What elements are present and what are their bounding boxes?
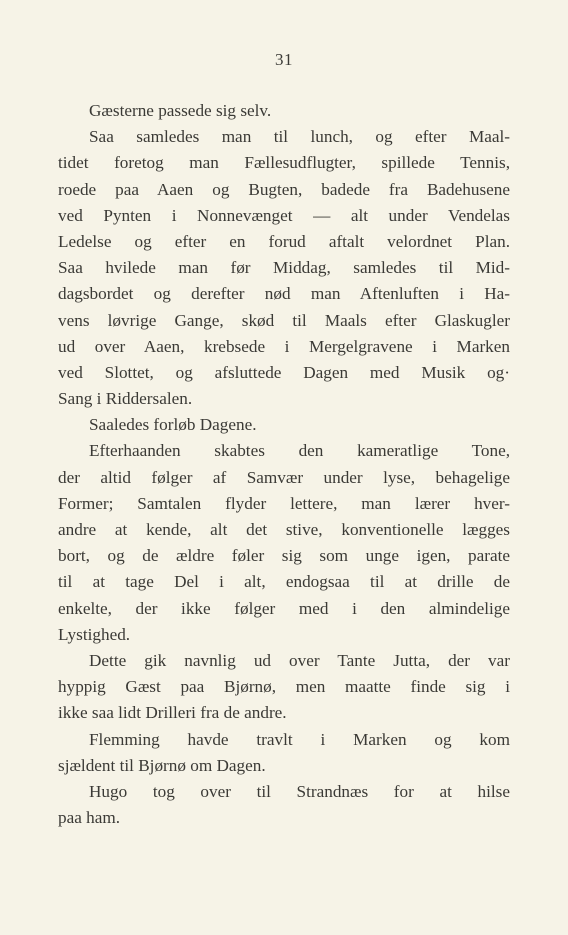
- text-line: roede paa Aaen og Bugten, badede fra Badehusene: [58, 179, 510, 199]
- text-line: Lystighed.: [58, 624, 131, 644]
- text-line: andre at kende, alt det stive, konventionelle lægges: [58, 520, 510, 539]
- text-line: dagsbordet og derefter nød man Aftenluften i Ha-: [58, 284, 510, 304]
- text-line: tidet foretog man Fællesudflugter, spillede Tennis,: [58, 153, 510, 173]
- text-line: der altid følger af Samvær under lyse, behagelige: [58, 467, 510, 487]
- page-number: 31: [275, 50, 293, 69]
- text-line: til at tage Del i alt, endogsaa til at drille de: [58, 572, 510, 592]
- text-line: ved Slottet, og afsluttede Dagen med Musik og·: [58, 362, 510, 382]
- text-line: Gæsterne passede sig selv.: [89, 101, 272, 120]
- text-line: Saa samledes man til lunch, og efter Maal-: [89, 127, 510, 147]
- text-line: Saaledes forløb Dagene.: [89, 415, 257, 435]
- text-line: hyppig Gæst paa Bjørnø, men maatte finde sig i: [58, 677, 510, 697]
- text-line: bort, og de ældre føler sig som unge igen, parate: [58, 546, 510, 566]
- text-line: sjældent til Bjørnø om Dagen.: [58, 755, 266, 775]
- text-line: vens løvrige Gange, skød til Maals efter Glaskugler: [58, 310, 510, 330]
- text-line: ikke saa lidt Drilleri fra de andre.: [58, 703, 287, 723]
- text-line: enkelte, der ikke følger med i den almindelige: [58, 598, 510, 618]
- text-line: Dette gik navnlig ud over Tante Jutta, der var: [89, 650, 510, 670]
- text-line: ved Pynten i Nonnevænget — alt under Vendelas: [58, 205, 510, 225]
- text-line: Flemming havde travlt i Marken og kom: [89, 729, 510, 749]
- text-line: Ledelse og efter en forud aftalt velordnet Plan.: [58, 231, 510, 251]
- text-line: Hugo tog over til Strandnæs for at hilse: [89, 781, 510, 801]
- text-line: Saa hvilede man før Middag, samledes til Mid-: [58, 258, 510, 278]
- text-line: paa ham.: [58, 808, 121, 828]
- text-line: Former; Samtalen flyder lettere, man lærer hver-: [58, 493, 510, 513]
- text-line: ud over Aaen, krebsede i Mergelgravene i Marken: [58, 336, 510, 356]
- body-text: [58, 98, 510, 831]
- text-line: Efterhaanden skabtes den kameratlige Tone,: [89, 441, 510, 461]
- text-line: Sang i Riddersalen.: [58, 389, 193, 409]
